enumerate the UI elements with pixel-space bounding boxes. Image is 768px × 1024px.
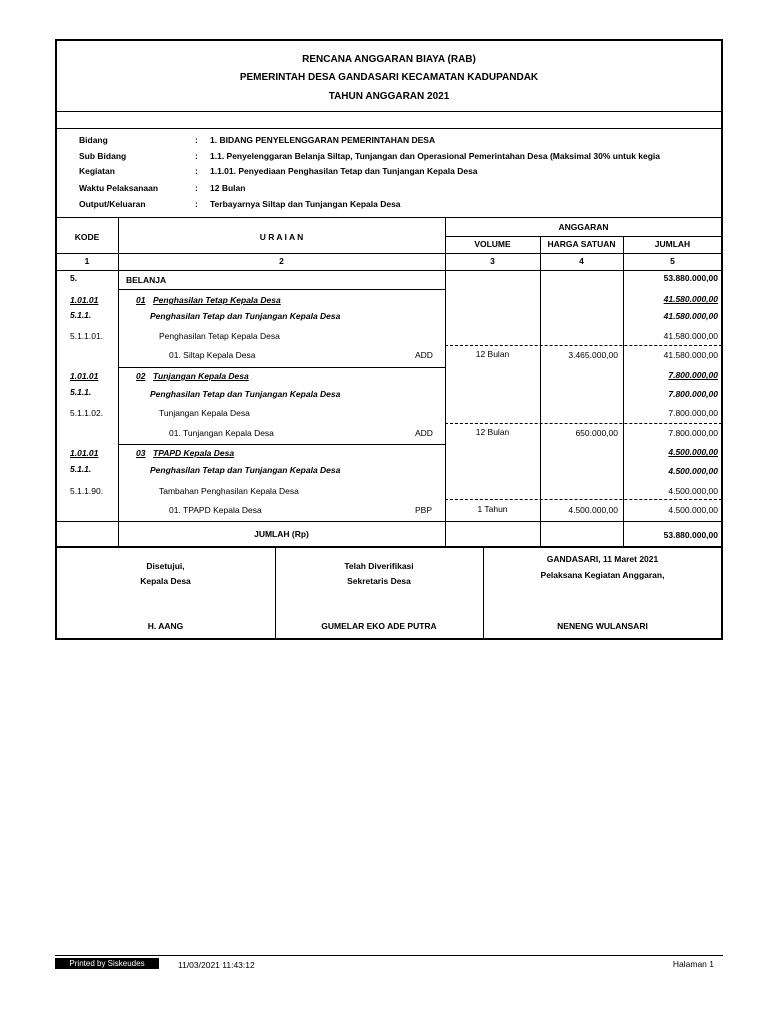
detail-name: 01. TPAPD Kepala Desa [169, 505, 262, 515]
col-number: 1 [84, 256, 90, 266]
info-label: Output/Keluaran [79, 199, 146, 209]
info-sep: : [195, 183, 198, 193]
item-kode: 5.1.1.01. [70, 331, 104, 341]
info-value: Terbayarnya Siltap dan Tunjangan Kepala Desa [210, 199, 401, 209]
item-kode: 5.1.1.90. [70, 486, 104, 496]
detail-name: 01. Tunjangan Kepala Desa [169, 428, 274, 438]
col-number: 3 [490, 256, 495, 266]
sub-name: Penghasilan Tetap dan Tunjangan Kepala Desa [150, 389, 341, 399]
item-name: Penghasilan Tetap Kepala Desa [159, 331, 280, 341]
belanja-uraian: BELANJA [126, 275, 167, 285]
signature-role: Sekretaris Desa [347, 576, 411, 586]
info-sep: : [195, 166, 198, 176]
sub-jumlah: 41.580.000,00 [663, 311, 718, 321]
item-kode: 5.1.1.02. [70, 408, 104, 418]
header-jumlah: JUMLAH [654, 239, 691, 249]
sub-jumlah: 7.800.000,00 [668, 389, 718, 399]
printed-by: Printed by Siskeudes [55, 958, 159, 969]
header-uraian: U R A I A N [259, 232, 304, 242]
detail-source: PBP [415, 505, 433, 515]
group-num: 02 [136, 371, 146, 381]
sub-name: Penghasilan Tetap dan Tunjangan Kepala Desa [150, 311, 341, 321]
detail-name: 01. Siltap Kepala Desa [169, 350, 256, 360]
dashed-divider [445, 499, 722, 500]
group-jumlah: 41.580.000,00 [663, 294, 718, 304]
group-num: 01 [136, 295, 146, 305]
detail-source: ADD [415, 428, 433, 438]
info-value: 1.1.01. Penyediaan Penghasilan Tetap dan Tunjangan Kepala Desa [210, 166, 478, 176]
header-harga: HARGA SATUAN [547, 239, 616, 249]
detail-jumlah: 4.500.000,00 [668, 505, 718, 515]
divider [445, 236, 722, 237]
page-number: Halaman 1 [672, 959, 714, 969]
footer-divider [55, 955, 723, 956]
col-line [540, 236, 541, 547]
signature-name: GUMELAR EKO ADE PUTRA [321, 621, 437, 631]
dashed-divider [445, 345, 722, 346]
total-label: JUMLAH (Rp) [254, 529, 309, 539]
dashed-divider [445, 423, 722, 424]
group-jumlah: 7.800.000,00 [668, 370, 718, 380]
doc-subtitle: PEMERINTAH DESA GANDASARI KECAMATAN KADUPANDAK [239, 72, 539, 83]
header-volume: VOLUME [474, 239, 511, 249]
header-kode: KODE [74, 232, 100, 242]
signature-label: Telah Diverifikasi [344, 561, 414, 571]
print-datetime: 11/03/2021 11:43:12 [178, 960, 255, 970]
detail-jumlah: 41.580.000,00 [663, 350, 718, 360]
info-sep: : [195, 151, 198, 161]
divider [118, 289, 445, 290]
group-name: Penghasilan Tetap Kepala Desa [153, 295, 281, 305]
divider [56, 217, 722, 218]
item-jumlah: 7.800.000,00 [668, 408, 718, 418]
group-kode: 1.01.01 [70, 371, 99, 381]
belanja-kode: 5. [70, 273, 78, 283]
signature-label: Disetujui, [146, 561, 185, 571]
sub-name: Penghasilan Tetap dan Tunjangan Kepala Desa [150, 465, 341, 475]
doc-title: RENCANA ANGGARAN BIAYA (RAB) [302, 54, 476, 65]
group-kode: 1.01.01 [70, 448, 99, 458]
detail-harga: 4.500.000,00 [568, 505, 618, 515]
signature-date: GANDASARI, 11 Maret 2021 [546, 554, 659, 564]
group-kode: 1.01.01 [70, 295, 99, 305]
info-label: Bidang [79, 135, 108, 145]
info-sep: : [195, 199, 198, 209]
signature-role: Kepala Desa [140, 576, 191, 586]
col-number: 4 [579, 256, 584, 266]
group-jumlah: 4.500.000,00 [668, 447, 718, 457]
group-num: 03 [136, 448, 146, 458]
item-jumlah: 41.580.000,00 [663, 331, 718, 341]
group-name: TPAPD Kepala Desa [153, 448, 235, 458]
divider [56, 253, 722, 254]
divider [56, 128, 722, 129]
belanja-jumlah: 53.880.000,00 [663, 273, 718, 283]
col-number: 2 [279, 256, 284, 266]
signature-name: NENENG WULANSARI [557, 621, 648, 631]
item-name: Tunjangan Kepala Desa [159, 408, 250, 418]
info-value: 1.1. Penyelenggaran Belanja Siltap, Tunjangan dan Operasional Pemerintahan Desa (Maksimal 30% untuk kegia [210, 151, 661, 161]
info-value: 12 Bulan [210, 183, 246, 193]
info-label: Sub Bidang [79, 151, 127, 161]
detail-volume: 1 Tahun [477, 504, 508, 514]
divider [118, 444, 445, 445]
sub-jumlah: 4.500.000,00 [668, 466, 718, 476]
col-number: 5 [670, 256, 675, 266]
detail-jumlah: 7.800.000,00 [668, 428, 718, 438]
divider [56, 521, 722, 522]
sub-kode: 5.1.1. [70, 387, 92, 397]
group-name: Tunjangan Kepala Desa [153, 371, 249, 381]
divider [56, 270, 722, 271]
info-label: Waktu Pelaksanaan [79, 183, 159, 193]
header-anggaran: ANGGARAN [558, 222, 609, 232]
signature-role: Pelaksana Kegiatan Anggaran, [540, 570, 665, 580]
info-value: 1. BIDANG PENYELENGGARAN PEMERINTAHAN DESA [210, 135, 436, 145]
item-jumlah: 4.500.000,00 [668, 486, 718, 496]
item-name: Tambahan Penghasilan Kepala Desa [159, 486, 299, 496]
detail-volume: 12 Bulan [475, 427, 510, 437]
sub-kode: 5.1.1. [70, 310, 92, 320]
detail-harga: 3.465.000,00 [568, 350, 618, 360]
divider [56, 111, 722, 112]
signature-name: H. AANG [147, 621, 184, 631]
doc-year: TAHUN ANGGARAN 2021 [328, 91, 450, 102]
detail-harga: 650.000,00 [575, 428, 618, 438]
detail-volume: 12 Bulan [475, 349, 510, 359]
sub-kode: 5.1.1. [70, 464, 92, 474]
info-sep: : [195, 135, 198, 145]
divider [118, 367, 445, 368]
divider [56, 546, 722, 548]
total-value: 53.880.000,00 [663, 530, 718, 540]
detail-source: ADD [415, 350, 433, 360]
info-label: Kegiatan [79, 166, 115, 176]
